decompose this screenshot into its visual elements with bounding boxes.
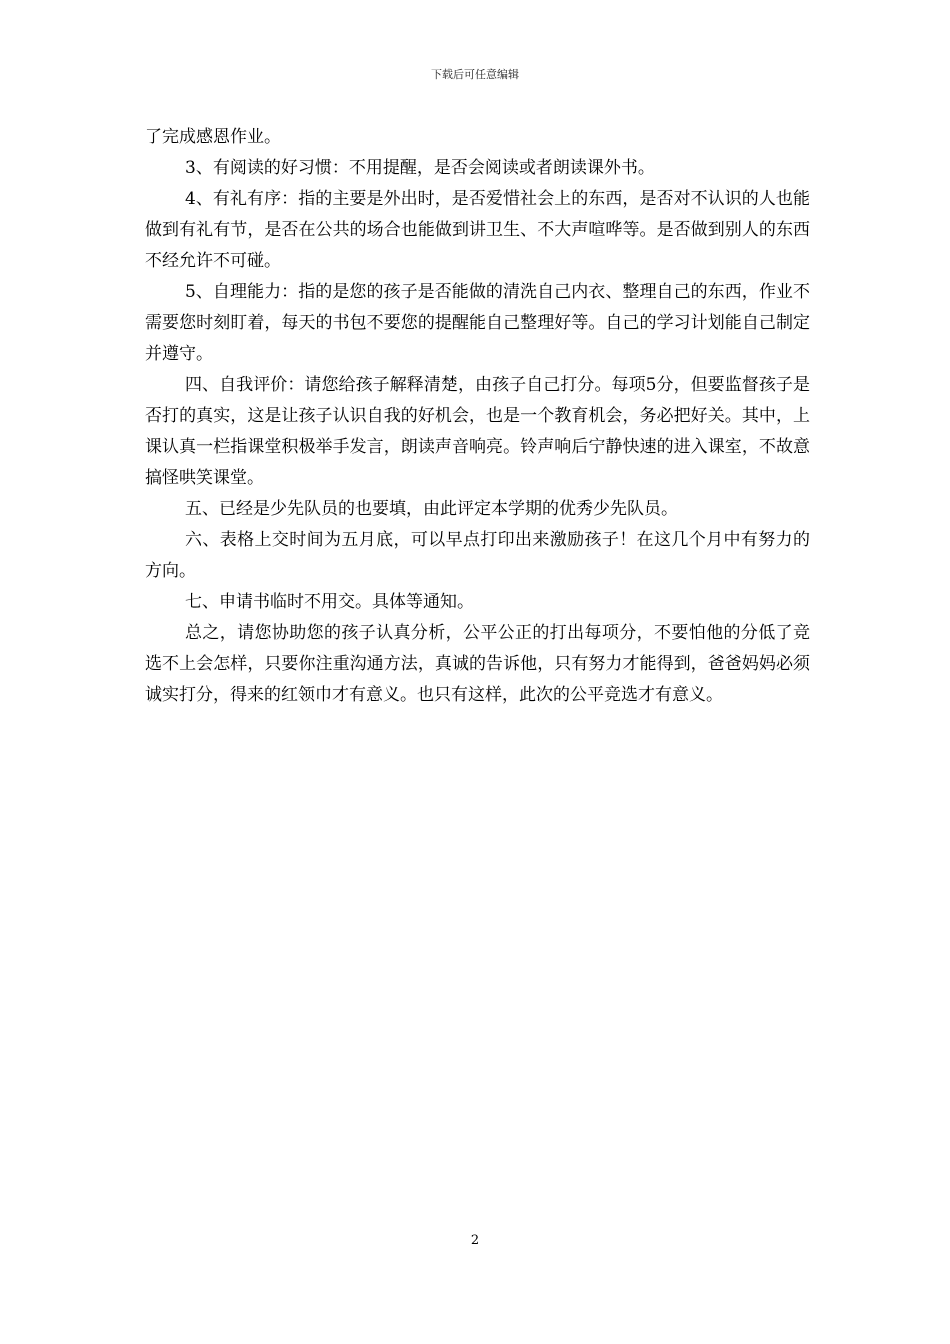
paragraph-submission-time: 六、表格上交时间为五月底，可以早点打印出来激励孩子！在这几个月中有努力的方向。	[145, 530, 810, 581]
document-body	[145, 122, 810, 711]
paragraph-courtesy: 4、有礼有序：指的主要是外出时，是否爱惜社会上的东西，是否对不认识的人也能做到有礼有节，是否在公共的场合也能做到讲卫生、不大声喧哗等。是否做到别人的东西不经允许不可碰。	[145, 189, 810, 271]
paragraph-summary: 总之，请您协助您的孩子认真分析，公平公正的打出每项分，不要怕他的分低了竞选不上会怎样，只要你注重沟通方法，真诚的告诉他，只有努力才能得到，爸爸妈妈必须诚实打分，得来的红领巾才有意义。也只有这样，此次的公平竞选才有意义。	[145, 623, 810, 705]
paragraph-continuation: 了完成感恩作业。	[145, 127, 281, 147]
page-header: 下载后可任意编辑	[431, 68, 519, 81]
paragraph-application: 七、申请书临时不用交。具体等通知。	[185, 592, 474, 612]
page-number: 2	[470, 1233, 480, 1248]
paragraph-reading-habit: 3、有阅读的好习惯：不用提醒，是否会阅读或者朗读课外书。	[185, 158, 655, 178]
paragraph-young-pioneers: 五、已经是少先队员的也要填，由此评定本学期的优秀少先队员。	[185, 499, 678, 519]
paragraph-self-care: 5、自理能力：指的是您的孩子是否能做的清洗自己内衣、整理自己的东西，作业不需要您时刻盯着，每天的书包不要您的提醒能自己整理好等。自己的学习计划能自己制定并遵守。	[145, 282, 810, 364]
paragraph-self-evaluation: 四、自我评价：请您给孩子解释清楚，由孩子自己打分。每项5分，但要监督孩子是否打的真实，这是让孩子认识自我的好机会，也是一个教育机会，务必把好关。其中，上课认真一栏指课堂积极举手发言，朗读声音响亮。铃声响后宁静快速的进入课室，不故意搞怪哄笑课堂。	[145, 375, 810, 488]
